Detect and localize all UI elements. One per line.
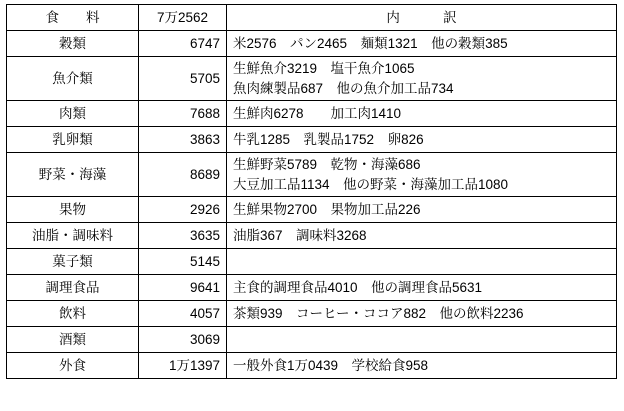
row-value: 5145 <box>139 249 227 275</box>
row-value: 3863 <box>139 127 227 153</box>
detail-line: 生鮮魚介3219 塩干魚介1065 <box>233 61 415 76</box>
row-detail <box>227 223 617 249</box>
row-value: 2926 <box>139 197 227 223</box>
row-detail <box>227 249 617 275</box>
detail-line: 大豆加工品1134 他の野菜・海藻加工品1080 <box>233 176 509 192</box>
row-category: 油脂・調味料 <box>7 223 139 249</box>
row-value: 9641 <box>139 275 227 301</box>
row-category: 菓子類 <box>7 249 139 275</box>
row-detail <box>227 353 617 379</box>
row-detail <box>227 197 617 223</box>
detail-line: 主食的調理食品4010 他の調理食品5631 <box>233 279 483 295</box>
detail-line: 牛乳1285 乳製品1752 卵826 <box>233 131 424 147</box>
header-cell-value: 7万2562 <box>139 5 227 31</box>
detail-line: 一般外食1万0439 学校給食958 <box>233 357 429 373</box>
row-category: 果物 <box>7 197 139 223</box>
detail-line: 生鮮果物2700 果物加工品226 <box>233 201 421 217</box>
row-detail <box>227 57 617 101</box>
table-row <box>7 275 617 301</box>
row-detail <box>227 327 617 353</box>
row-value: 3635 <box>139 223 227 249</box>
detail-line: 魚肉練製品687 他の魚介加工品734 <box>233 80 454 96</box>
row-value: 6747 <box>139 31 227 57</box>
header-cell-detail: 内 訳 <box>227 5 617 31</box>
row-category: 乳卵類 <box>7 127 139 153</box>
table-row <box>7 153 617 197</box>
row-category: 魚介類 <box>7 57 139 101</box>
row-detail <box>227 31 617 57</box>
header-cell-category: 食 料 <box>7 5 139 31</box>
row-detail <box>227 275 617 301</box>
document-sheet <box>0 4 624 411</box>
table-row <box>7 31 617 57</box>
detail-line: 米2576 パン2465 麺類1321 他の穀類385 <box>233 35 508 51</box>
row-category: 酒類 <box>7 327 139 353</box>
table-row <box>7 353 617 379</box>
food-expenditure-table <box>6 4 617 379</box>
row-detail <box>227 153 617 197</box>
row-category: 肉類 <box>7 101 139 127</box>
row-category: 野菜・海藻 <box>7 153 139 197</box>
table-row <box>7 223 617 249</box>
table-row <box>7 197 617 223</box>
table-header-row <box>7 5 617 31</box>
row-value: 7688 <box>139 101 227 127</box>
row-value: 4057 <box>139 301 227 327</box>
row-detail <box>227 301 617 327</box>
detail-line: 油脂367 調味料3268 <box>233 227 367 243</box>
row-category: 外食 <box>7 353 139 379</box>
row-value: 3069 <box>139 327 227 353</box>
table-row <box>7 127 617 153</box>
row-detail <box>227 127 617 153</box>
table-row <box>7 249 617 275</box>
detail-line: 生鮮野菜5789 乾物・海藻686 <box>233 157 421 173</box>
row-detail <box>227 101 617 127</box>
table-row <box>7 101 617 127</box>
row-value: 5705 <box>139 57 227 101</box>
row-category: 飲料 <box>7 301 139 327</box>
table-row <box>7 301 617 327</box>
table-body <box>7 5 617 379</box>
detail-line: 茶類939 コーヒー・ココア882 他の飲料2236 <box>233 305 524 321</box>
table-row <box>7 57 617 101</box>
detail-line: 生鮮肉6278 加工肉1410 <box>233 105 402 121</box>
row-value: 8689 <box>139 153 227 197</box>
row-category: 調理食品 <box>7 275 139 301</box>
row-value: 1万1397 <box>139 353 227 379</box>
table-row <box>7 327 617 353</box>
row-category: 穀類 <box>7 31 139 57</box>
